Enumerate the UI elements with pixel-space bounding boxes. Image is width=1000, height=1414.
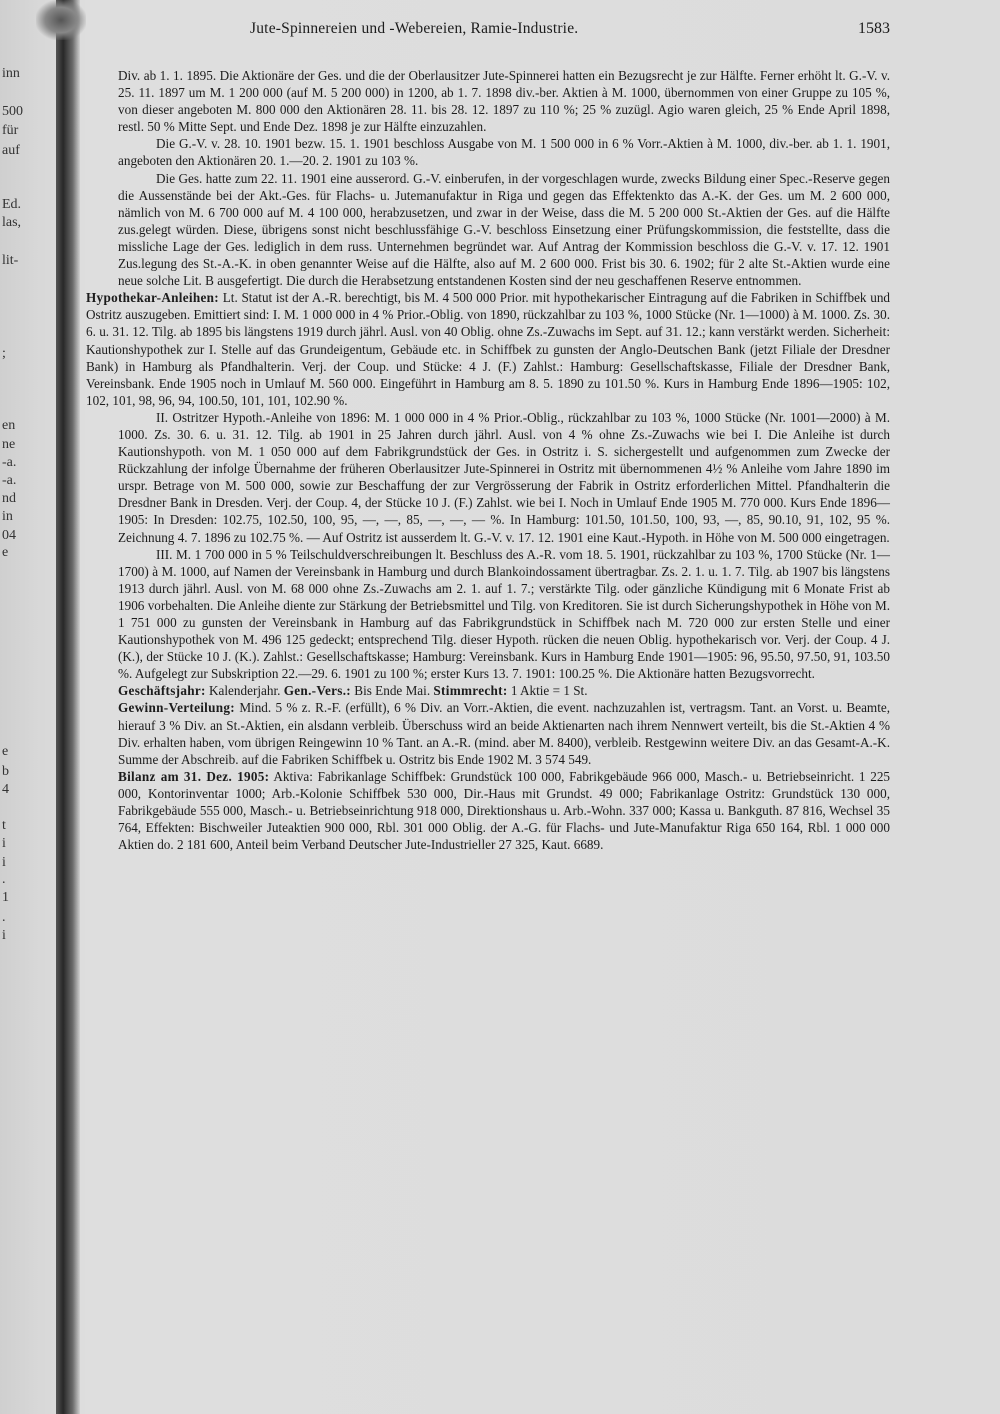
article-body	[86, 67, 891, 853]
margin-fragment: 04	[2, 528, 16, 543]
margin-fragment: Ed.	[2, 197, 22, 212]
section-text: Kalenderjahr.	[209, 683, 281, 699]
paragraph-preferred-shares: Die G.-V. v. 28. 10. 1901 bezw. 15. 1. 1901 beschloss Ausgabe von M. 1 500 000 in 6 % Vorr.-Aktien à M. 1000, div.-ber. ab 1. 1. 1901, angeboten den Aktionären 20. 1.—20. 2. 1901 zu 103 %.	[118, 136, 890, 169]
margin-fragment: nd	[2, 491, 16, 506]
section-heading: Geschäftsjahr:	[118, 683, 206, 699]
margin-fragment: ;	[2, 346, 6, 361]
margin-fragment: für	[2, 123, 19, 138]
margin-fragment: b	[2, 764, 9, 779]
section-text: Aktiva: Fabrikanlage Schiffbek: Grundstück 100 000, Fabrikgebäude 966 000, Masch.- u. Betriebseinricht. 1 225 000, Kontorinventar 1000; Arb.-Kolonie Schiffbek 530 000, Dir.-Haus mit Grundst. 49 000; Fabrikanlage Ostritz: Grundstück 130 000, Fabrikgebäude 555 000, Masch.- u. Betriebseinrichtung 918 000, Direktionshaus u. Arb.-Wohn. 337 000; Kassa u. Bankguth. 87 816, Wechsel 35 764, Effekten: Bischweiler Juteaktien 900 000, Rbl. 301 000 Oblig. der A.-G. für Flachs- und Jute-Manufaktur Riga 650 164, Rbl. 1 000 000 Aktien do. 2 181 600, Anteil beim Verband Deutscher Jute-Industrieller 27 325, Kaut. 6689.	[118, 768, 891, 853]
margin-fragment: .	[2, 910, 6, 925]
section-heading: Gen.-Vers.:	[283, 683, 351, 699]
section-heading: Gewinn-Verteilung:	[118, 700, 236, 716]
section-text: Bis Ende Mai.	[354, 683, 431, 699]
margin-fragment: .	[2, 872, 6, 887]
section-heading: Bilanz am 31. Dez. 1905:	[118, 768, 270, 784]
paragraph-fiscal-year	[118, 682, 890, 699]
page-header	[250, 20, 890, 42]
section-text: Mind. 5 % z. R.-F. (erfüllt), 6 % Div. an Vorr.-Aktien, die event. nachzuzahlen ist, vertragsm. Tant. an Vorst. u. Beamte, hierauf 3 % Div. an St.-Aktien, ein alsdann verbleib. Überschuss wird an beide Aktienarten nach ihrem Nennwert verteilt, bis die St.-Aktien 4 % Div. erhalten haben, vom übrigen Reingewinn 10 % Tant. an A.-R. (mind. aber M. 8400), verbleib. Restgewinn weitere Div. an das Gesamt-A.-K. Summe der Abschreib. auf die Fabriken Schiffbek u. Ostritz bis Ende 1902 M. 3 574 549.	[118, 700, 891, 767]
margin-fragment: 500	[2, 104, 23, 119]
section-text: 1 Aktie = 1 St.	[510, 683, 588, 699]
margin-fragment: i	[2, 928, 6, 943]
binding-shadow	[56, 0, 80, 1414]
margin-fragment: auf	[2, 143, 20, 158]
margin-fragment: en	[2, 418, 16, 433]
margin-fragment: e	[2, 545, 9, 560]
margin-fragment: i	[2, 855, 6, 870]
margin-fragment: 4	[2, 782, 9, 797]
paragraph-mortgage-loans	[86, 289, 890, 409]
paragraph-ostritz-loan: II. Ostritzer Hypoth.-Anleihe von 1896: M. 1 000 000 in 4 % Prior.-Oblig., rückzahlbar zu 103 %, 1000 Stücke (Nr. 1001—2000) à M. 1000. Zs. 30. 6. u. 31. 12. Tilg. ab 1901 in 25 Jahren durch jährl. Ausl. von 4 % ohne Zs.-Zuwachs wie bei I. Die Anleihe ist durch Kautionshypoth. von M. 1 050 000 auf dem Fabrikgrundstück der Ges. in Ostritz i. S. sichergestellt und aufgenommen zum Zwecke der Rückzahlung der infolge Übernahme der früheren Oberlausitzer Jute-Spinnerei in Ostritz mit übernommenen 4½ % Anleihe vom Jahre 1890 im urspr. Betrage von M. 500 000, sowie zur Beschaffung der zur Vergrösserung der Fabrik in Ostritz erforderlichen Mittel. Pfandhalterin die Dresdner Bank in Dresden. Verj. der Coup. 4, der Stücke 10 J. (F.) Zahlst. wie bei I. Noch in Umlauf Ende 1905 M. 770 000. Kurs Ende 1896—1905: In Dresden: 102.75, 102.50, 100, 95, —, —, 85, —, —, — %. In Hamburg: 101.50, 101.50, 100, 93, —, 85, 90.10, 91, 102, 95 %. Zeichnung 4. 7. 1896 zu 102.75 %. — Auf Ostritz ist ausserdem lt. G.-V. v. 17. 12. 1901 eine Kaut.-Hypoth. in Höhe von M. 500 000 eingetragen.	[118, 409, 890, 545]
margin-fragment: i	[2, 836, 6, 851]
margin-fragment: e	[2, 744, 9, 759]
margin-fragment: lit-	[2, 253, 19, 268]
section-text: Lt. Statut ist der A.-R. berechtigt, bis M. 4 500 000 Prior. mit hypothekarischer Eintragung auf die Fabriken in Schiffbek und Ostritz auszugeben. Emittiert sind: I. M. 1 000 000 in 4 % Prior.-Oblig. von 1890, rückzahlbar zu 103 %, 1000 Stücke (Nr. 1—1000) à M. 1000. Zs. 30. 6. u. 31. 12. Tilg. ab 1895 bis längstens 1919 durch jährl. Ausl. von 40 Oblig. ohne Zs.-Zuwachs im Sept. auf 31. 12.; kann verstärkt werden. Sicherheit: Kautionshypothek zur I. Stelle auf das Grundeigentum, Gebäude etc. in Schiffbek zu gunsten der Anglo-Deutschen Bank (jetzt Filiale der Dresdner Bank) in Hamburg als Pfandhalterin. Verj. der Coup. und Stücke: 4 J. (F.) Zahlst.: Hamburg: Gesellschaftskasse, Filiale der Dresdner Bank, Vereinsbank. Ende 1905 noch in Umlauf M. 560 000. Eingeführt in Hamburg am 8. 5. 1890 zu 101.50 %. Kurs in Hamburg Ende 1896—1905: 102, 102, 101, 98, 96, 94, 100.50, 101, 101, 102.90 %.	[86, 290, 891, 408]
margin-fragment: in	[2, 509, 13, 524]
binding-ornament-icon	[36, 0, 86, 40]
margin-fragment: -a.	[2, 455, 17, 470]
section-heading: Hypothekar-Anleihen:	[86, 290, 219, 306]
margin-fragment: ne	[2, 437, 16, 452]
margin-fragment: t	[2, 818, 6, 833]
paragraph-capital-reduction: Die Ges. hatte zum 22. 11. 1901 eine ausserord. G.-V. einberufen, in der vorgeschlagen wurde, zwecks Bildung einer Spec.-Reserve gegen die Aussenstände bei der Akt.-Ges. für Flachs- u. Jutemanufaktur in Riga und gegen das Effektenkto das A.-K. der Ges. um M. 2 600 000, nämlich von M. 6 700 000 auf M. 4 100 000, herabzusetzen, und zwar in der Weise, dass die M. 5 200 000 St.-Aktien der Ges. auf die Hälfte zus.gelegt würden. Diese, übrigens sonst nicht beschlussfähige G.-V. beschloss Einsetzung einer Prüfungskommission, die feststellte, dass die missliche Lage der Ges. lediglich in dem russ. Unternehmen begründet war. Auf Antrag der Kommission beschloss die G.-V. v. 17. 12. 1901 Zus.legung des St.-A.-K. in oben genannter Weise auf die Hälfte, also auf M. 2 600 000. Frist bis 30. 6. 1902; für 2 alte St.-Aktien wurde eine neue solche Lit. B ausgefertigt. Die durch die Herabsetzung entstandenen Kosten sind der neu geschaffenen Reserve entnommen.	[118, 170, 890, 289]
paragraph-dividend: Div. ab 1. 1. 1895. Die Aktionäre der Ges. und die der Oberlausitzer Jute-Spinnerei hatten ein Bezugsrecht je zur Hälfte. Ferner erhöht lt. G.-V. v. 25. 11. 1897 um M. 1 200 000 (auf M. 5 200 000) in 1200, ab 1. 7. 1898 div.-ber. Aktien à M. 1000, übernommen von einer Gruppe zu 105 %, von dieser angeboten M. 800 000 den Aktionären 28. 11. bis 28. 12. 1897 zu 110 %; 25 % zuzügl. Agio waren gleich, 25 % Ende April 1898, restl. 50 % Mitte Sept. und Ende Dez. 1898 je zur Hälfte einzuzahlen.	[118, 68, 890, 135]
margin-fragment: 1	[2, 890, 9, 905]
margin-fragment: las,	[2, 215, 22, 230]
section-heading: Stimmrecht:	[433, 683, 508, 699]
running-title: Jute-Spinnereien und -Webereien, Ramie-Industrie.	[250, 20, 579, 37]
margin-fragment: -a.	[2, 473, 17, 488]
paragraph-third-loan: III. M. 1 700 000 in 5 % Teilschuldverschreibungen lt. Beschluss des A.-R. vom 18. 5. 1901, rückzahlbar zu 103 %, 1700 Stücke (Nr. 1—1700) à M. 1000, auf Namen der Vereinsbank in Hamburg und durch Blankoindossament übertragbar. Zs. 2. 1. u. 1. 7. Tilg. ab 1907 bis längstens 1913 durch jährl. Ausl. von M. 68 000 ohne Zs.-Zuwachs am 2. 1. auf 1. 7.; verstärkte Tilg. oder gänzliche Kündigung mit 6 Monate Frist ab 1906 vorbehalten. Die Anleihe diente zur Stärkung der Betriebsmittel und Tilg. von Kreditoren. Sie ist durch Sicherungshypothek in Höhe von M. 1 751 000 zu gunsten der Vereinsbank in Hamburg auf das Fabrikgrundstück in Schiffbek nach M. 720 000 zur ersten Stelle und einer Kautionshypothek von M. 496 125 gedeckt; entsprechend Tilg. dieser Hypoth. rücken die neuen Oblig. hypothekarisch vor. Verj. der Coup. 4 J. (K.), der Stücke 10 J. (K.). Zahlst.: Gesellschaftskasse; Hamburg: Vereinsbank. Kurs in Hamburg Ende 1901—1905: 96, 95.50, 97.50, 91, 103.50 %. Aufgelegt zur Subskription 22.—29. 6. 1901 zu 100 %; erster Kurs 13. 7. 1901: 100.25 %. Die Aktionäre hatten Bezugsvorrecht.	[118, 546, 890, 682]
paragraph-profit-distribution	[118, 699, 890, 767]
page-number: 1583	[858, 20, 890, 37]
gutter	[0, 0, 78, 1414]
margin-fragment: inn	[2, 66, 20, 81]
paragraph-balance-sheet	[118, 768, 890, 853]
